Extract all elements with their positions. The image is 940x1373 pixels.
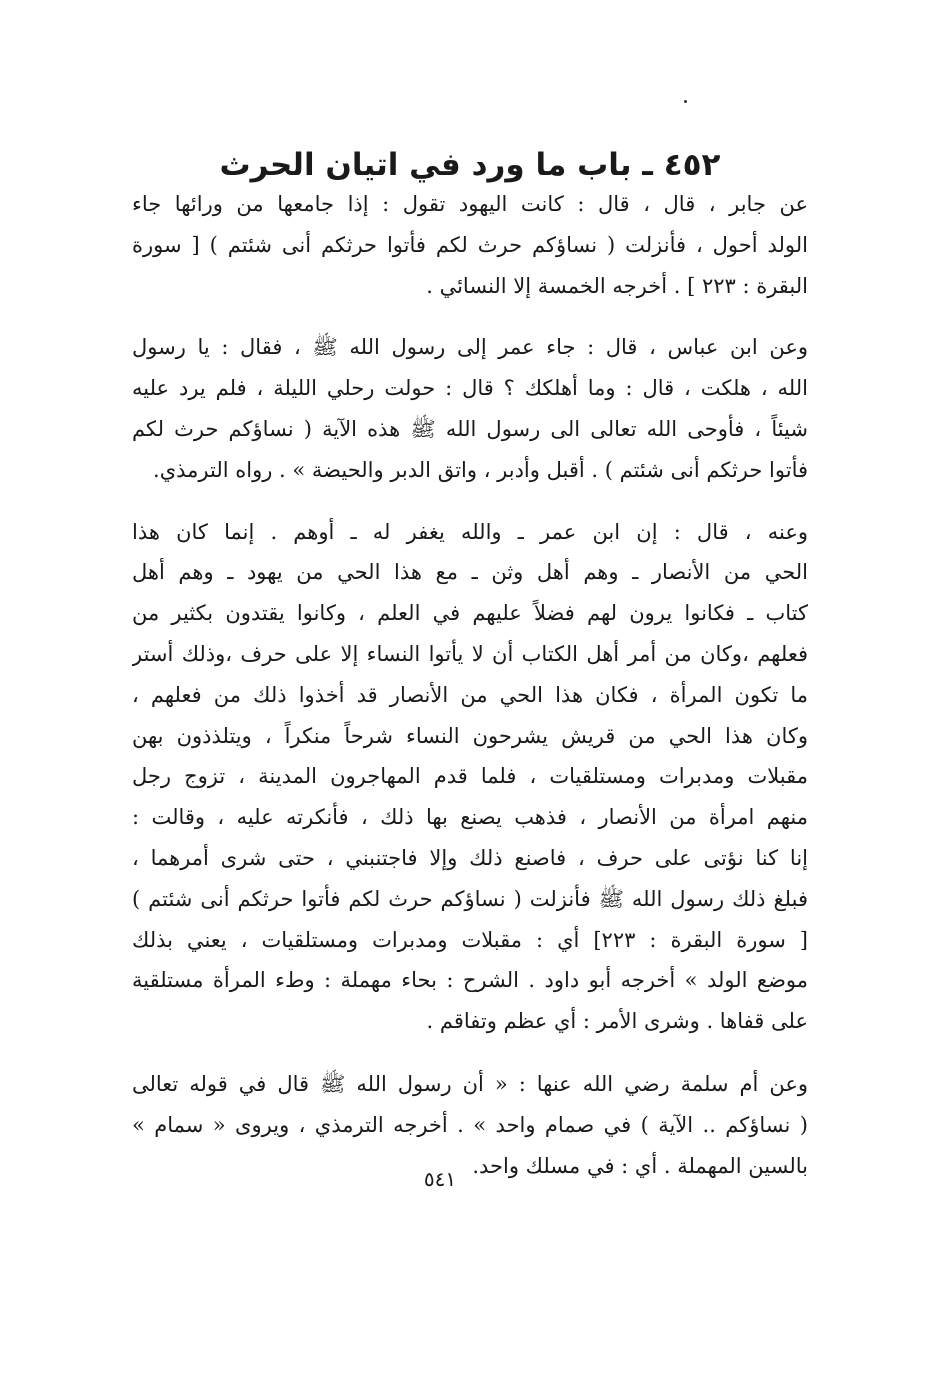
text-line: وعن أم سلمة رضي الله عنها : « أن رسول الله ﷺ قال في قوله تعالى: [132, 1071, 808, 1096]
text-line: فأتوا حرثكم أنى شئتم ) . أقبل وأدبر ، واتق الدبر والحيضة » . رواه الترمذي.: [153, 457, 808, 482]
text-line: ما تكون المرأة ، فكان هذا الحي من الأنصار قد أخذوا ذلك من فعلهم ،: [132, 682, 808, 707]
paragraph-wa-anhu: [132, 512, 808, 1042]
text-line: كتاب ـ فكانوا يرون لهم فضلاً عليهم في العلم ، وكانوا يقتدون بكثير من: [132, 601, 808, 626]
text-line: الحي من الأنصار ـ وهم أهل وثن ـ مع هذا الحي من يهود ـ وهم أهل: [132, 560, 808, 585]
text-line: البقرة : ٢٢٣ ] . أخرجه الخمسة إلا النسائي .: [426, 273, 808, 298]
text-line: إنا كنا نؤتى على حرف ، فاصنع ذلك وإلا فاجتنبني ، حتى شرى أمرهما ،: [132, 845, 808, 870]
text-line: منهم امرأة من الأنصار ، فذهب يصنع بها ذلك ، فأنكرته عليه ، وقالت :: [132, 805, 808, 830]
body-text: [132, 184, 808, 1186]
text-line: فعلهم ،وكان من أمر أهل الكتاب أن لا يأتوا النساء إلا على حرف ،وذلك أستر: [132, 641, 808, 666]
text-line: شيئاً ، فأوحى الله تعالى الى رسول الله ﷺ هذه الآية ( نساؤكم حرث لكم: [132, 416, 808, 441]
text-line: بالسين المهملة . أي : في مسلك واحد.: [472, 1153, 808, 1178]
text-line: وعنه ، قال : إن ابن عمر ـ والله يغفر له ـ أوهم . إنما كان هذا: [132, 519, 808, 544]
speck-mark: [684, 100, 687, 103]
text-line: [ سورة البقرة : ٢٢٣] أي : مقبلات ومدبرات ومستلقيات ، يعني بذلك: [132, 927, 808, 952]
page-number: ٥٤١: [423, 1167, 457, 1191]
paragraph-ibn-abbas: [132, 327, 808, 490]
text-line: عن جابر ، قال ، قال : كانت اليهود تقول : إذا جامعها من ورائها جاء: [132, 192, 808, 216]
paragraph-jabir: [132, 184, 808, 306]
text-line: وكان هذا الحي من قريش يشرحون النساء شرحاً منكراً ، ويتلذذون بهن: [132, 723, 808, 748]
text-line: موضع الولد » أخرجه أبو داود . الشرح : بحاء مهملة : وطء المرأة مستلقية: [132, 968, 808, 993]
text-line: فبلغ ذلك رسول الله ﷺ فأنزلت ( نساؤكم حرث لكم فأتوا حرثكم أنى شئتم ): [132, 886, 808, 911]
text-line: الله ، هلكت ، قال : وما أهلكك ؟ قال : حولت رحلي الليلة ، فلم يرد عليه: [132, 376, 808, 401]
text-line: مقبلات ومدبرات ومستلقيات ، فلما قدم المهاجرون المدينة ، تزوج رجل: [132, 764, 808, 789]
chapter-heading: ٤٥٢ ـ باب ما ورد في اتيان الحرث: [219, 146, 721, 183]
text-line: ( نساؤكم .. الآية ) في صمام واحد » . أخرجه الترمذي ، ويروى « سمام »: [132, 1112, 808, 1137]
text-line: وعن ابن عباس ، قال : جاء عمر إلى رسول الله ﷺ ، فقال : يا رسول: [132, 335, 808, 360]
text-line: الولد أحول ، فأنزلت ( نساؤكم حرث لكم فأتوا حرثكم أنى شئتم ) [ سورة: [132, 232, 808, 257]
text-line: على قفاها . وشرى الأمر : أي عظم وتفاقم .: [426, 1009, 808, 1034]
